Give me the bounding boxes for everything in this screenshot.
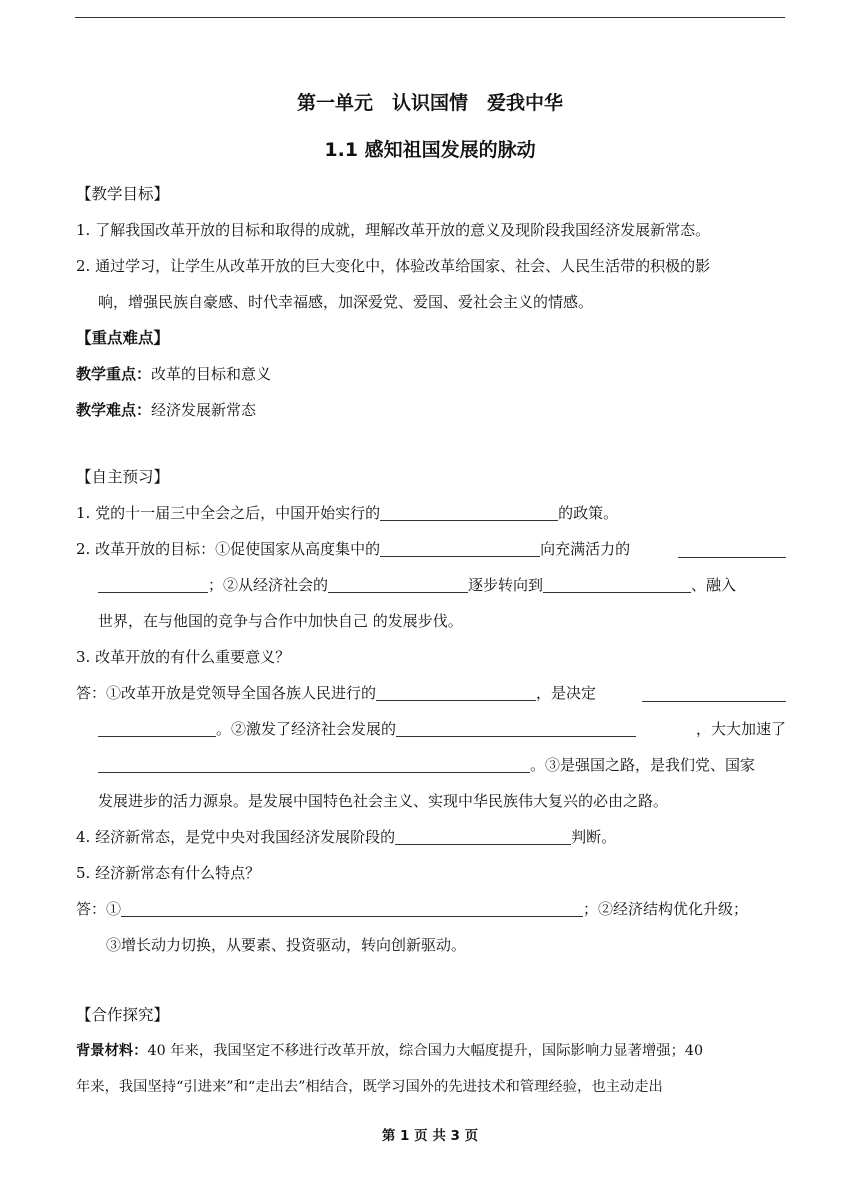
a5-text: 答：① bbox=[76, 900, 122, 918]
lesson-title: 1.1 感知祖国发展的脉动 bbox=[324, 139, 536, 161]
answer-blank[interactable] bbox=[376, 684, 536, 701]
unit-title: 第一单元 认识国情 爱我中华 bbox=[296, 92, 563, 114]
preview-q5: 5. 经济新常态有什么特点？ bbox=[76, 864, 261, 882]
material-text-1: 40 年来，我国坚定不移进行改革开放，综合国力大幅度提升，国际影响力显著增强；40 bbox=[147, 1043, 704, 1059]
answer-blank[interactable] bbox=[98, 576, 208, 593]
section-heading-key: 【重点难点】 bbox=[76, 329, 170, 347]
spacer bbox=[76, 963, 786, 997]
material-label: 背景材料： bbox=[76, 1043, 148, 1059]
answer-blank[interactable] bbox=[543, 576, 691, 593]
goal-item-2: 2. 通过学习，让学生从改革开放的巨大变化中，体验改革给国家、社会、人民生活带的积极的影 bbox=[76, 257, 711, 275]
section-heading-goals: 【教学目标】 bbox=[76, 185, 170, 203]
q4-text: 4. 经济新常态，是党中央对我国经济发展阶段的 bbox=[76, 828, 396, 846]
section-heading-cooperation: 【合作探究】 bbox=[76, 1006, 170, 1024]
answer-blank[interactable] bbox=[396, 720, 636, 737]
document-body bbox=[76, 176, 786, 1105]
a3-text-b: ，是决定 bbox=[536, 684, 597, 702]
q2-text-d: 逐步转向到 bbox=[468, 576, 544, 594]
q2-text-b: 向充满活力的 bbox=[540, 540, 631, 558]
answer-blank[interactable] bbox=[678, 541, 786, 558]
answer-blank[interactable] bbox=[328, 576, 468, 593]
answer-3-cont bbox=[76, 711, 786, 747]
key-point bbox=[76, 356, 786, 392]
q2-text-c: ；②从经济社会的 bbox=[208, 576, 329, 594]
a3-text-d: ，大大加速了 bbox=[695, 720, 786, 738]
answer-3 bbox=[76, 675, 786, 711]
answer-blank[interactable] bbox=[380, 540, 540, 557]
answer-blank[interactable] bbox=[121, 900, 583, 917]
key-label: 教学重点： bbox=[76, 365, 152, 383]
difficult-label: 教学难点： bbox=[76, 401, 152, 419]
preview-q4 bbox=[76, 819, 786, 855]
answer-5-cont: ③增长动力切换，从要素、投资驱动，转向创新驱动。 bbox=[106, 936, 467, 954]
answer-5 bbox=[76, 891, 786, 927]
q2-text: 2. 改革开放的目标：①促使国家从高度集中的 bbox=[76, 540, 381, 558]
a3-text-c: 。②激发了经济社会发展的 bbox=[216, 720, 397, 738]
page-footer: 第 1 页 共 3 页 bbox=[381, 1128, 479, 1144]
answer-blank[interactable] bbox=[98, 756, 530, 773]
key-text: 改革的目标和意义 bbox=[151, 365, 272, 383]
q1-text: 1. 党的十一届三中全会之后，中国开始实行的 bbox=[76, 504, 381, 522]
answer-3-cont2 bbox=[76, 747, 786, 783]
a5-text-b: ；②经济结构优化升级； bbox=[583, 900, 749, 918]
goal-item-2-cont: 响，增强民族自豪感、时代幸福感，加深爱党、爱国、爱社会主义的情感。 bbox=[98, 293, 594, 311]
answer-blank[interactable] bbox=[98, 720, 216, 737]
difficult-text: 经济发展新常态 bbox=[151, 401, 257, 419]
q4-tail: 判断。 bbox=[571, 828, 617, 846]
section-heading-preview: 【自主预习】 bbox=[76, 468, 170, 486]
answer-blank[interactable] bbox=[380, 504, 558, 521]
preview-q2 bbox=[76, 531, 786, 567]
answer-blank[interactable] bbox=[395, 828, 571, 845]
spacer bbox=[76, 428, 786, 459]
difficult-point bbox=[76, 392, 786, 428]
background-material-line-1 bbox=[76, 1033, 786, 1069]
background-material-line-2: 年来，我国坚持“引进来”和“走出去”相结合，既学习国外的先进技术和管理经验，也主动走出 bbox=[76, 1079, 663, 1095]
a3-text: 答：①改革开放是党领导全国各族人民进行的 bbox=[76, 684, 377, 702]
answer-3-cont3: 发展进步的活力源泉。是发展中国特色社会主义、实现中华民族伟大复兴的必由之路。 bbox=[98, 792, 669, 810]
q2-text-e: 、融入 bbox=[691, 576, 737, 594]
goal-item-1: 1. 了解我国改革开放的目标和取得的成就，理解改革开放的意义及现阶段我国经济发展新常态。 bbox=[76, 221, 711, 239]
preview-q2-cont bbox=[76, 567, 786, 603]
preview-q3: 3. 改革开放的有什么重要意义？ bbox=[76, 648, 291, 666]
preview-q1 bbox=[76, 495, 786, 531]
header-rule bbox=[75, 17, 785, 18]
q1-tail: 的政策。 bbox=[558, 504, 619, 522]
preview-q2-cont2: 世界，在与他国的竞争与合作中加快自己 的发展步伐。 bbox=[98, 612, 463, 630]
a3-text-e: 。③是强国之路，是我们党、国家 bbox=[530, 756, 756, 774]
answer-blank[interactable] bbox=[642, 685, 786, 702]
